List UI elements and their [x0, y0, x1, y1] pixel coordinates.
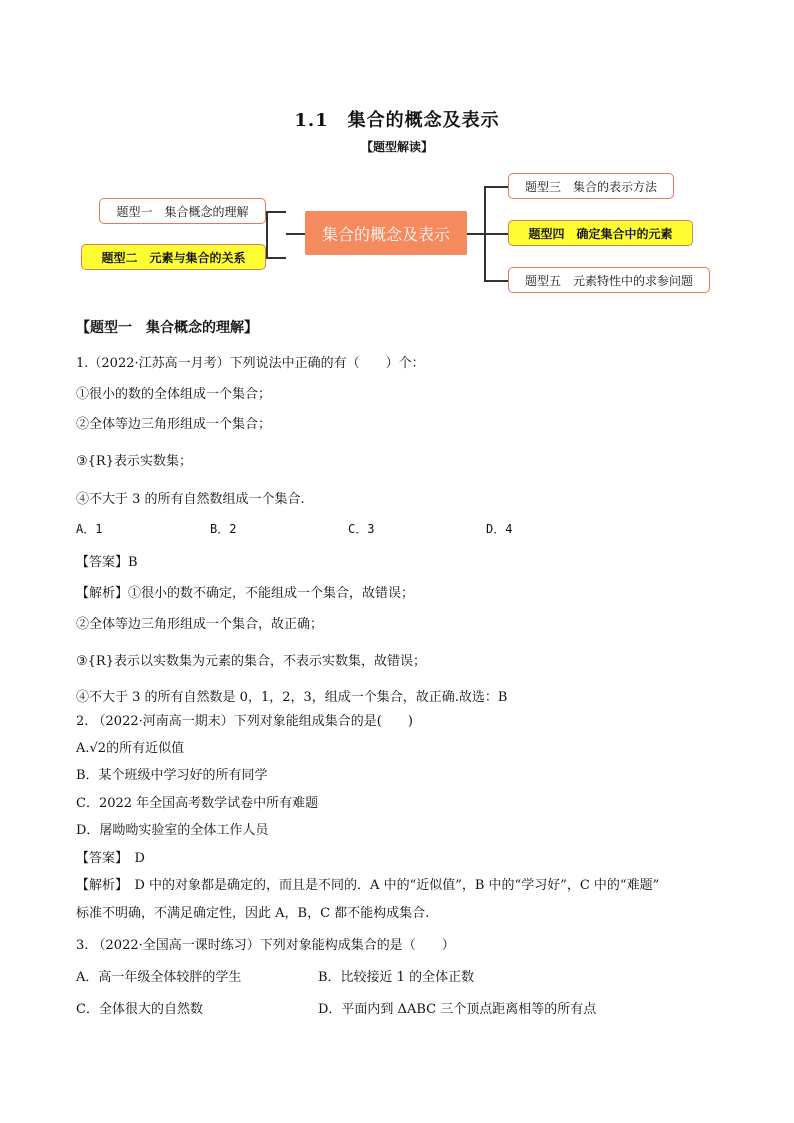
q1-option-b: B．2 [210, 522, 237, 536]
mindmap-topic-1: 题型一 集合概念的理解 [99, 198, 266, 224]
section-heading: 【题型一 集合概念的理解】 [76, 320, 258, 336]
mindmap-topic-3: 题型三 集合的表示方法 [508, 173, 674, 199]
q2-option-c: C．2022 年全国高考数学试卷中所有难题 [76, 796, 319, 811]
q1-analysis-4: ④不大于 3 的所有自然数是 0，1，2，3，组成一个集合，故正确.故选：B [76, 690, 508, 705]
q3-option-a: A．高一年级全体较胖的学生 [76, 970, 242, 985]
connector [266, 257, 286, 259]
q1-statement-3: ③{R}表示实数集； [76, 454, 192, 469]
connector [286, 233, 305, 235]
q3-option-d: D．平面内到 ΔABC 三个顶点距离相等的所有点 [318, 1002, 597, 1017]
connector [484, 233, 508, 235]
q1-analysis-1: 【解析】①很小的数不确定，不能组成一个集合，故错误； [76, 586, 415, 601]
q3-option-b: B．比较接近 1 的全体正数 [318, 970, 475, 985]
q2-stem: 2. （2022·河南高一期末）下列对象能组成集合的是( ) [76, 714, 413, 729]
q2-analysis-1: 【解析】 D 中的对象都是确定的，而且是不同的．A 中的“近似值”，B 中的“学习好”，C 中的“难题” [76, 878, 660, 893]
q2-analysis-2: 标准不明确，不满足确定性，因此 A，B，C 都不能构成集合. [76, 906, 430, 921]
connector [484, 186, 508, 188]
q1-answer: 【答案】B [76, 555, 138, 570]
q2-option-d: D．屠呦呦实验室的全体工作人员 [76, 823, 269, 838]
q3-option-c: C．全体很大的自然数 [76, 1002, 203, 1017]
q1-analysis-3: ③{R}表示以实数集为元素的集合，不表示实数集，故错误； [76, 654, 426, 669]
mindmap-topic-4: 题型四 确定集合中的元素 [508, 220, 693, 246]
q1-statement-1: ①很小的数的全体组成一个集合； [76, 387, 272, 402]
q1-option-a: A．1 [76, 522, 103, 536]
q2-answer: 【答案】 D [76, 851, 145, 866]
page-subtitle: 【题型解读】 [360, 140, 433, 154]
q1-statement-4: ④不大于 3 的所有自然数组成一个集合. [76, 492, 305, 507]
q1-stem: 1.（2022·江苏高一月考）下列说法中正确的有（ ）个： [76, 356, 425, 371]
connector [266, 211, 268, 257]
q2-option-a: A.√2的所有近似值 [76, 741, 185, 756]
q2-option-b: B．某个班级中学习好的所有同学 [76, 768, 268, 783]
mindmap-topic-5: 题型五 元素特性中的求参问题 [508, 267, 710, 293]
q3-stem: 3. （2022·全国高一课时练习）下列对象能构成集合的是（ ） [76, 938, 455, 953]
connector [484, 280, 508, 282]
connector [266, 211, 286, 213]
page-title: 1.1 集合的概念及表示 [294, 110, 500, 131]
mindmap-topic-2: 题型二 元素与集合的关系 [81, 244, 266, 270]
mindmap-center: 集合的概念及表示 [305, 211, 467, 255]
q1-option-d: D．4 [486, 522, 513, 536]
q1-statement-2: ②全体等边三角形组成一个集合； [76, 417, 272, 432]
q1-option-c: C．3 [348, 522, 375, 536]
q1-analysis-2: ②全体等边三角形组成一个集合，故正确； [76, 617, 324, 632]
connector [467, 233, 484, 235]
